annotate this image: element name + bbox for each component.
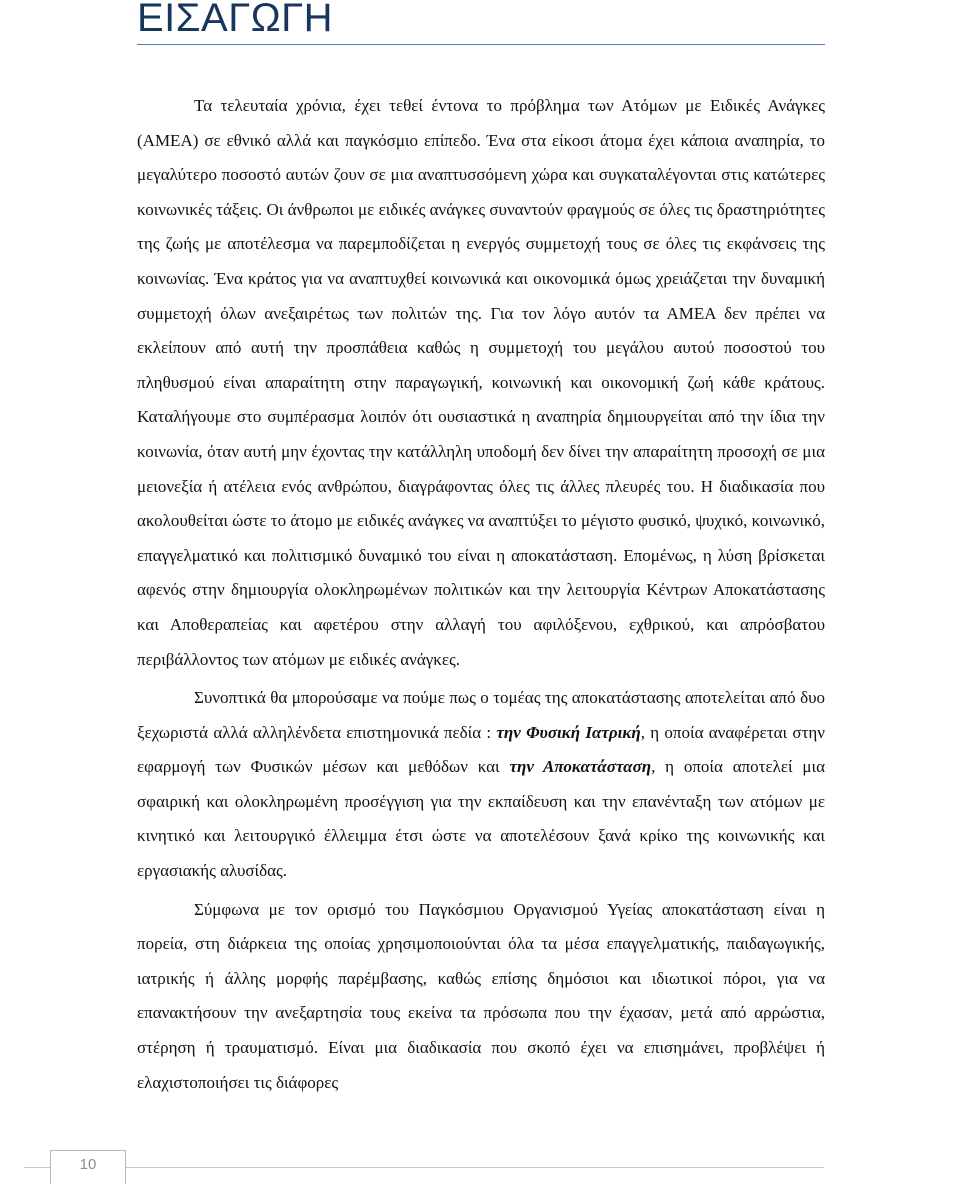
page-title: ΕΙΣΑΓΩΓΗ (137, 0, 334, 40)
paragraph-text: Συνοπτικά θα μπορούσαμε να πούμε πως ο τομέας της αποκατάστασης αποτελείται από δυο ξεχωριστά αλλά αλληλένδετα επιστημονικά πεδία : (137, 688, 825, 742)
document-body (137, 89, 825, 1100)
emphasis-rehabilitation: την Αποκατάσταση (509, 757, 652, 777)
paragraph-who-definition (137, 893, 825, 1101)
paragraph-text: , η οποία αναφέρεται στην εφαρμογή των Φυσικών μέσων και μεθόδων και (137, 722, 825, 777)
page-number-box (50, 1150, 126, 1184)
page-number: 10 (79, 1156, 97, 1173)
paragraph-fields (137, 681, 825, 889)
paragraph-text: Σύμφωνα με τον ορισμό του Παγκόσμιου Οργανισμού Υγείας αποκατάσταση είναι η πορεία, στη διάρκεια της οποίας χρησιμοποιούνται όλα τα μέσα επαγγελματικής, παιδαγωγικής, ιατρικής ή άλλης μορφής παρέμβασης, καθώς επίσης δημόσιοι και ιδιωτικοί πόροι, για να επανακτήσουν την ανεξαρτησία τους εκείνα τα πρόσωπα που την έχασαν, μετά από αρρώστια, στέρηση ή τραυματισμό. Είναι μια διαδικασία που σκοπό έχει να επισημάνει, προβλέψει ή ελαχιστοποιήσει τις διάφορες (137, 899, 825, 1092)
paragraph-intro (137, 89, 825, 677)
emphasis-physical-medicine: την Φυσική Ιατρική (496, 722, 641, 742)
paragraph-text: Τα τελευταία χρόνια, έχει τεθεί έντονα το πρόβλημα των Ατόμων με Ειδικές Ανάγκες (ΑΜΕΑ) σε εθνικό αλλά και παγκόσμιο επίπεδο. Ένα στα είκοσι άτομα έχει κάποια αναπηρία, το μεγαλύτερο ποσοστό αυτών ζουν σε μια αναπτυσσόμενη χώρα και συγκαταλέγονται στις κατώτερες κοινωνικές τάξεις. Οι άνθρωποι με ειδικές ανάγκες συναντούν φραγμούς σε όλες τις δραστηριότητες της ζωής με αποτέλεσμα να παρεμποδίζεται η ενεργός συμμετοχή τους σε όλες τις εκφάνσεις της κοινωνίας. Ένα κράτος για να αναπτυχθεί κοινωνικά και οικονομικά όμως χρειάζεται την δυναμική συμμετοχή όλων ανεξαιρέτως των πολιτών της. Για τον λόγο αυτόν τα ΑΜΕΑ δεν πρέπει να εκλείπουν από αυτή την προσπάθεια καθώς η συμμετοχή του μεγάλου αυτού ποσοστού του πληθυσμού είναι απαραίτητη στην παραγωγική, κοινωνική και οικονομική ζωή κάθε κράτους. Καταλήγουμε στο συμπέρασμα λοιπόν ότι ουσιαστικά η αναπηρία δημιουργείται από την ίδια την κοινωνία, όταν αυτή μην έχοντας την κατάλληλη υποδομή δεν δίνει την απαραίτητη προσοχή σε μια μειονεξία ή ατέλεια ενός ανθρώπου, διαγράφοντας όλες τις άλλες πλευρές του. Η διαδικασία που ακολουθείται ώστε το άτομο με ειδικές ανάγκες να αναπτύξει το μέγιστο φυσικό, ψυχικό, κοινωνικό, επαγγελματικό και πολιτισμικό δυναμικό του είναι η αποκατάσταση. Επομένως, η λύση βρίσκεται αφενός στην δημιουργία ολοκληρωμένων πολιτικών και την λειτουργία Κέντρων Αποκατάστασης και Αποθεραπείας και αφετέρου στην αλλαγή του αφιλόξενου, εχθρικού, και απρόσβατου περιβάλλοντος των ατόμων με ειδικές ανάγκες. (137, 96, 825, 669)
title-underline (137, 44, 825, 45)
footer-line (24, 1167, 824, 1168)
paragraph-text: , η οποία αποτελεί μια σφαιρική και ολοκληρωμένη προσέγγιση για την εκπαίδευση και την επανένταξη των ατόμων με κινητικό και λειτουργικό έλλειμμα έτσι ώστε να αποτελέσουν ξανά κρίκο της κοινωνικής και εργασιακής αλυσίδας. (137, 757, 825, 881)
